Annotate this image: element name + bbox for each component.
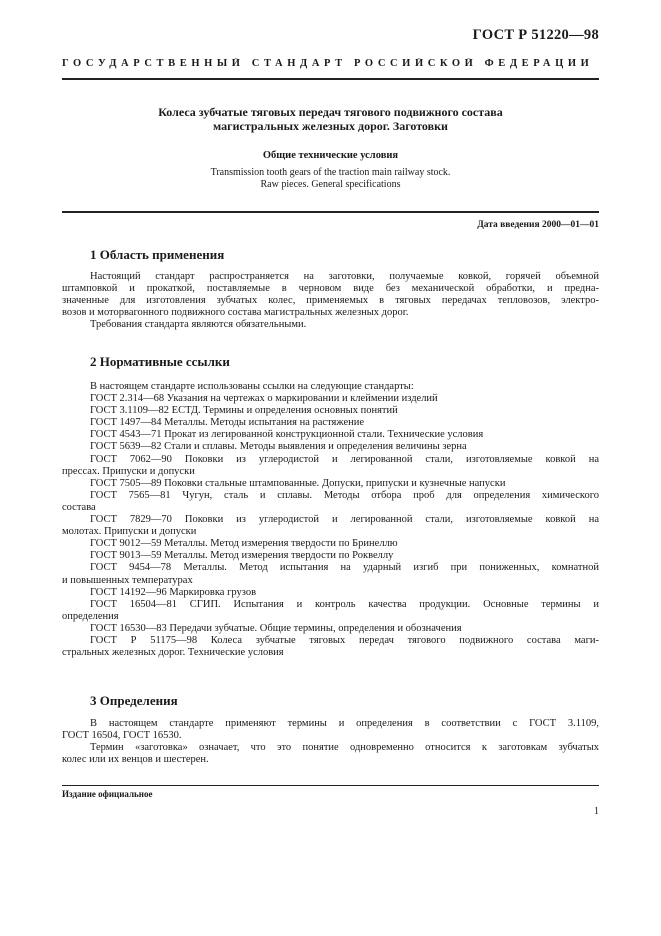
reference-item: ГОСТ 9454—78 Металлы. Метод испытания на ударный изгиб при пониженных, комнатной [90, 562, 599, 574]
reference-item-continued: стральных железных дорог. Технические условия [62, 647, 284, 659]
reference-item: ГОСТ 7565—81 Чугун, сталь и сплавы. Методы отбора проб для определения химического [90, 489, 599, 501]
section-1-body [62, 271, 599, 331]
document-code: ГОСТ Р 51220—98 [472, 27, 599, 43]
reference-item-continued: молотах. Припуски и допуски [62, 526, 197, 538]
title-en-line-2: Raw pieces. General specifications [260, 179, 401, 190]
reference-item: ГОСТ Р 51175—98 Колеса зубчатые тяговых передач тягового подвижного состава маги- [90, 634, 599, 646]
text-line: возов и моторвагонного подвижного состава магистральных железных дорог. [62, 307, 409, 319]
section-2-heading: 2 Нормативные ссылки [90, 354, 230, 369]
reference-item-continued: прессах. Припуски и допуски [62, 465, 195, 477]
document-subtitle: Общие технические условия [262, 150, 399, 161]
reference-item: ГОСТ 9013—59 Металлы. Метод измерения твердости по Роквеллу [90, 550, 394, 562]
section-3-body [62, 718, 599, 766]
reference-item-continued: определения [62, 610, 119, 622]
reference-item: ГОСТ 4543—71 Прокат из легированной конструкционной стали. Технические условия [90, 429, 484, 441]
reference-item: ГОСТ 2.314—68 Указания на чертежах о маркировании и клеймении изделий [90, 393, 438, 405]
text-line: Требования стандарта являются обязательными. [90, 319, 307, 331]
title-en-line-1: Transmission tooth gears of the traction main railway stock. [210, 167, 451, 178]
title-ru-line-1: Колеса зубчатые тяговых передач тягового подвижного состава [158, 105, 503, 119]
text-line: ГОСТ 16504, ГОСТ 16530. [62, 730, 182, 742]
reference-item: ГОСТ 1497—84 Металлы. Методы испытания на растяжение [90, 417, 365, 429]
edition-note: Издание официальное [62, 789, 153, 799]
text-line: Настоящий стандарт распространяется на заготовки, получаемые ковкой, горячей объемной [90, 271, 599, 282]
introduction-date: Дата введения 2000—01—01 [477, 220, 599, 230]
reference-item-continued: и повышенных температурах [62, 574, 193, 586]
text-line: колес или их венцов и шестерен. [62, 754, 209, 766]
text-line: В настоящем стандарте использованы ссылки на следующие стандарты: [90, 381, 414, 392]
reference-item: ГОСТ 7829—70 Поковки из углеродистой и легированной стали, изготовляемые ковкой на [90, 514, 599, 526]
reference-item: ГОСТ 16504—81 СГИП. Испытания и контроль качества продукции. Основные термины и [90, 598, 599, 610]
reference-item: ГОСТ 16530—83 Передачи зубчатые. Общие термины, определения и обозначения [90, 622, 462, 634]
reference-item: ГОСТ 9012—59 Металлы. Метод измерения твердости по Бринеллю [90, 538, 398, 550]
state-standard-title: ГОСУДАРСТВЕННЫЙ СТАНДАРТ РОССИЙСКОЙ ФЕДЕРАЦИИ [62, 58, 594, 69]
text-line: штамповкой и прокаткой, поставляемые в черновом виде без механической обработки, и предна- [62, 283, 599, 295]
title-divider [62, 211, 599, 213]
document-title-en [62, 167, 599, 191]
section-3-heading: 3 Определения [90, 693, 178, 708]
page-number: 1 [594, 806, 599, 817]
reference-item: ГОСТ 7062—90 Поковки из углеродистой и легированной стали, изготовляемые ковкой на [90, 453, 599, 465]
section-1-heading: 1 Область применения [90, 247, 225, 262]
text-line: В настоящем стандарте применяют термины и определения в соответствии с ГОСТ 3.1109, [90, 718, 599, 729]
document-title-ru [62, 105, 599, 133]
reference-item: ГОСТ 3.1109—82 ЕСТД. Термины и определения основных понятий [90, 405, 398, 417]
reference-item-continued: состава [62, 501, 96, 513]
title-ru-line-2: магистральных железных дорог. Заготовки [213, 119, 448, 133]
text-line: значенные для изготовления зубчатых колес, применяемых в тяговых передачах тепловозов, электро- [62, 295, 599, 307]
footer-divider [62, 785, 599, 786]
text-line: Термин «заготовка» означает, что это понятие одновременно относится к заготовкам зубчатых [90, 742, 599, 754]
reference-item: ГОСТ 7505—89 Поковки стальные штампованные. Допуски, припуски и кузнечные напуски [90, 477, 506, 489]
reference-item: ГОСТ 14192—96 Маркировка грузов [90, 586, 257, 598]
top-divider [62, 78, 599, 80]
reference-item: ГОСТ 5639—82 Стали и сплавы. Методы выявления и определения величины зерна [90, 441, 467, 453]
section-2-body [62, 381, 599, 659]
